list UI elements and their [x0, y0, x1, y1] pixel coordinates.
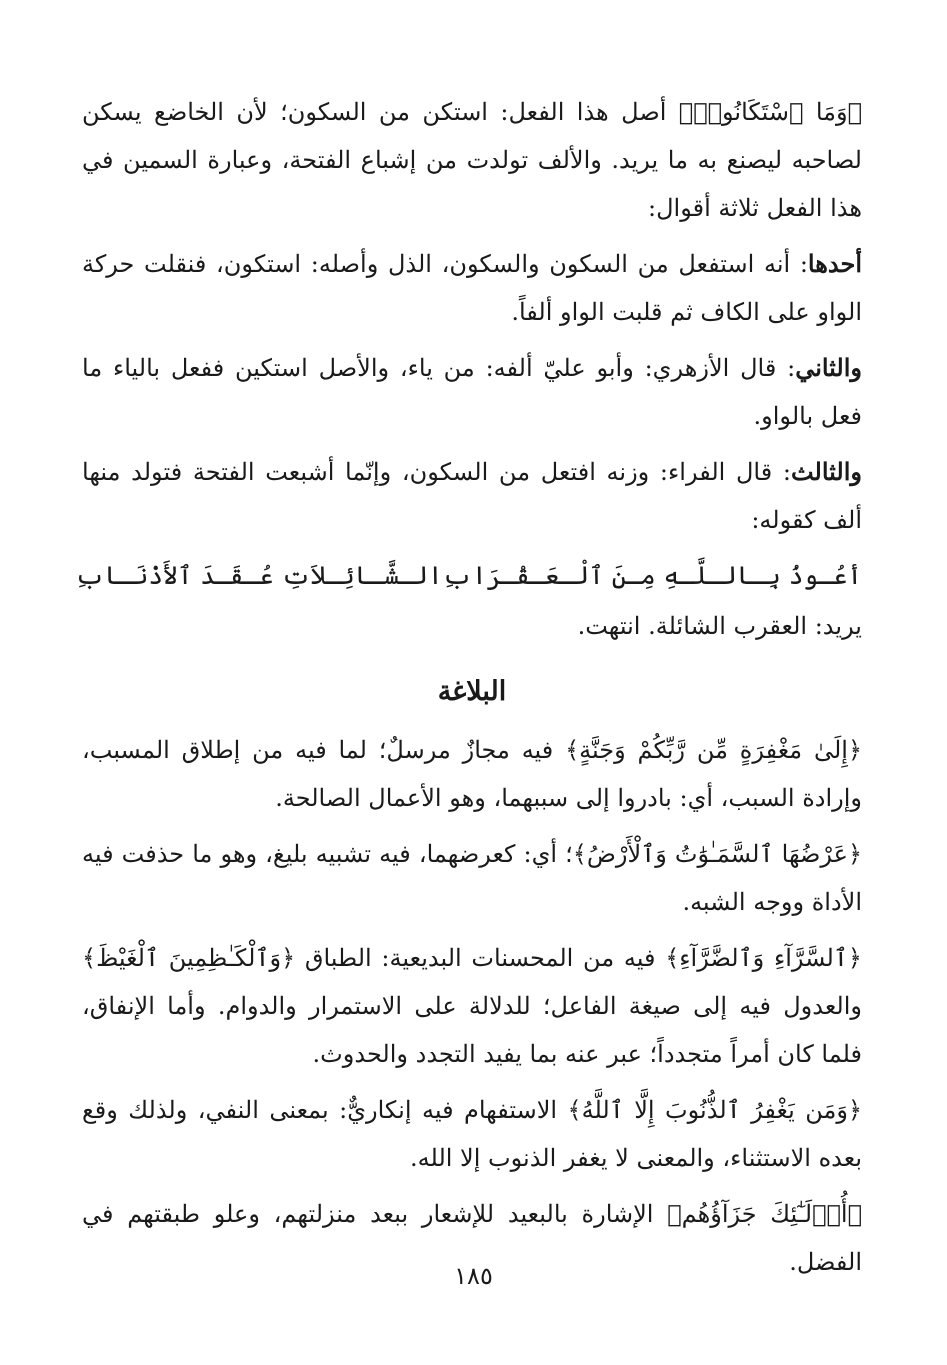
- paragraph-balagha-1: [82, 726, 862, 822]
- quran-quote: ﴿إِلَىٰ مَغْفِرَةٍ مِّن رَّبِّكُمْ وَجَنَّةٍ﴾: [565, 736, 862, 764]
- quran-quote: ﴿عَرْضُهَا ٱلسَّمَـٰوَٰتُ وَٱلْأَرْضُ﴾: [572, 840, 863, 868]
- paragraph-text: : قال الفراء: وزنه افتعل من السكون، وإنّما أشبعت الفتحة فتولد منها ألف كقوله:: [82, 458, 862, 534]
- paragraph-balagha-4: [82, 1086, 862, 1182]
- quran-quote: ﴿أُو۟لَـٰٓئِكَ جَزَآؤُهُم﴾: [667, 1200, 862, 1228]
- paragraph-text: فيه مجازٌ مرسلٌ؛ لما فيه من إطلاق المسبب، وإرادة السبب، أي: بادروا إلى سببهما، وهو الأعمال الصالحة.: [82, 736, 862, 812]
- paragraph-third-opinion: [82, 448, 862, 544]
- section-heading: البلاغة: [437, 676, 507, 707]
- verse-second-hemistich: الـشَّـائِـلاَتِ عُـقَـدَ ٱلأَذْنَـابِ: [75, 561, 443, 590]
- paragraph-text: : قال الأزهري: وأبو عليّ ألفه: من ياء، والأصل استكين ففعل بالياء ما فعل بالواو.: [82, 354, 862, 430]
- paragraph-after-verse: يريد: العقرب الشائلة. انتهت.: [577, 612, 862, 640]
- paragraph-text-continued: والعدول فيه إلى صيغة الفاعل؛ للدلالة على الاستمرار والدوام. وأما الإنفاق، فلما كان أمراً متجدداً؛ عبر عنه بما يفيد التجدد والحدوث.: [82, 992, 862, 1068]
- verse-first-hemistich: أعُـوذُ بِـالـلَّـهِ مِـنَ ٱلْـعَـقْـرَابِ: [442, 561, 862, 590]
- paragraph-text: فيه من المحسنات البديعية: الطباق: [295, 944, 666, 972]
- paragraph-text: الإشارة بالبعيد للإشعار ببعد منزلتهم، وعلو طبقتهم في الفضل.: [82, 1200, 862, 1276]
- paragraph-text: أصل هذا الفعل: استكن من السكون؛ لأن الخاضع يسكن لصاحبه ليصنع به ما يريد. والألف تولدت من إشباع الفتحة، وعبارة السمين في هذا الفعل ثلاثة أقوال:: [82, 98, 862, 222]
- paragraph-first-opinion: [82, 240, 862, 336]
- lead-word: والثاني: [795, 353, 862, 382]
- lead-word: والثالث: [790, 457, 862, 486]
- paragraph-second-opinion: [82, 344, 862, 440]
- page-number: ١٨٥: [454, 1262, 493, 1290]
- paragraph-text: : أنه استفعل من السكون والسكون، الذل وأصله: استكون، فنقلت حركة الواو على الكاف ثم قلبت الواو ألفاً.: [82, 250, 862, 326]
- paragraph-text: ؛ أي: كعرضهما، فيه تشبيه بليغ، وهو ما حذفت فيه الأداة ووجه الشبه.: [82, 840, 862, 916]
- lead-word: أحدها: [807, 249, 862, 278]
- paragraph-balagha-2: [82, 830, 862, 926]
- quran-quote: ﴿ٱلسَّرَّآءِ وَٱلضَّرَّآءِ﴾: [665, 944, 862, 972]
- page-body: [75, 88, 863, 1294]
- paragraph-text: الاستفهام فيه إنكاريٌّ: بمعنى النفي، ولذلك وقع بعده الاستثناء، والمعنى لا يغفر الذنوب إلا الله.: [82, 1096, 862, 1172]
- paragraph-istakanu: [82, 88, 862, 232]
- quran-quote-second: ﴿وَٱلْكَـٰظِمِينَ ٱلْغَيْظَ﴾: [82, 944, 296, 972]
- quran-quote: ﴿وَمَن يَغْفِرُ ٱلذُّنُوبَ إِلَّا ٱللَّهُ﴾: [567, 1096, 863, 1124]
- quran-quote: ﴿وَمَا ٱسْتَكَانُوا۟﴾: [678, 98, 862, 126]
- paragraph-balagha-3: [82, 934, 862, 1078]
- poetry-verse: [75, 552, 862, 600]
